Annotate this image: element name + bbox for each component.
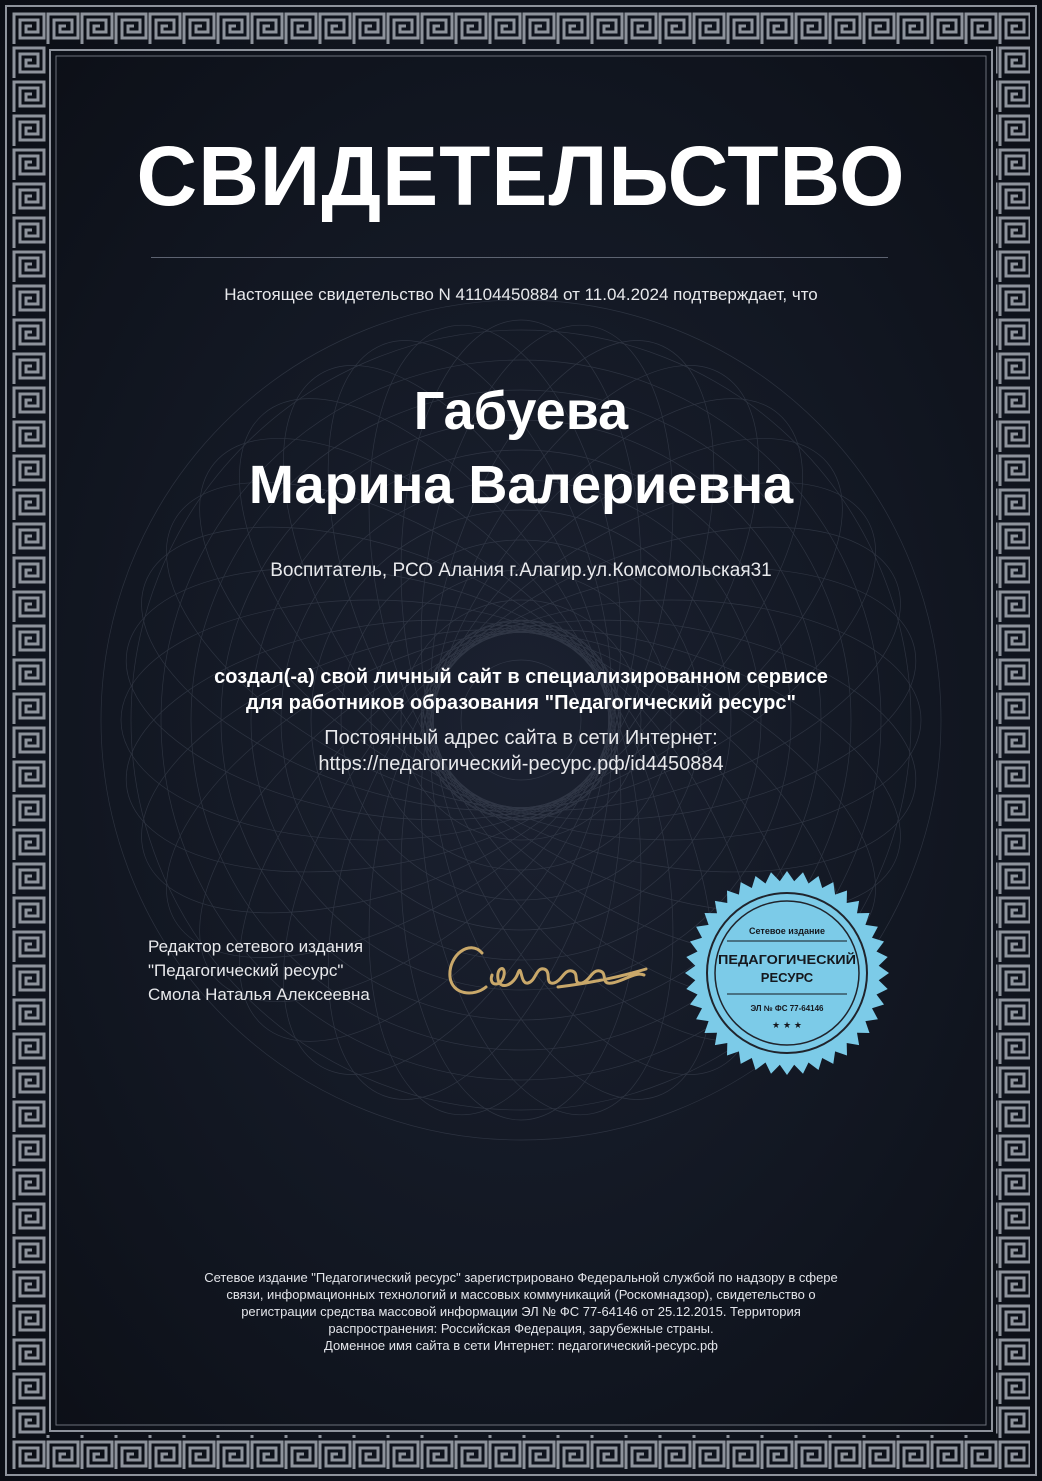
seal-top-text: Сетевое издание	[749, 926, 825, 936]
recipient-given-names: Марина Валериевна	[248, 455, 794, 515]
recipient-surname: Габуева	[413, 381, 629, 441]
certificate-title: СВИДЕТЕЛЬСТВО	[136, 129, 906, 223]
publication-seal	[682, 868, 892, 1078]
seal-stars: ★ ★ ★	[772, 1021, 802, 1031]
legal-line-4: распространения: Российская Федерация, зарубежные страны.	[328, 1321, 714, 1336]
editor-block	[148, 935, 370, 1007]
legal-line-1: Сетевое издание "Педагогический ресурс" зарегистрировано Федеральной службой по надзору в сфере	[204, 1270, 838, 1285]
legal-line-3: регистрации средства массовой информации ЭЛ № ФС 77-64146 от 25.12.2015. Территория	[241, 1304, 801, 1319]
legal-notice	[140, 1269, 902, 1354]
recipient-position: Воспитатель, РСО Алания г.Алагир.ул.Комсомольская31	[270, 560, 772, 581]
title-divider	[151, 257, 888, 258]
editor-line-1: Редактор сетевого издания	[148, 937, 364, 956]
editor-signature	[440, 925, 655, 1015]
editor-line-3: Смола Наталья Алексеевна	[148, 985, 370, 1004]
seal-name-line-1: ПЕДАГОГИЧЕСКИЙ	[718, 952, 856, 967]
site-address-url: https://педагогический-ресурс.рф/id4450884	[318, 753, 724, 775]
achievement-line-1: создал(-а) свой личный сайт в специализированном сервисе	[214, 666, 828, 688]
seal-registration: ЭЛ № ФС 77-64146	[750, 1004, 824, 1013]
seal-name-line-2: РЕСУРС	[760, 970, 814, 985]
legal-line-2: связи, информационных технологий и массовых коммуникаций (Роскомнадзор), свидетельство о	[226, 1287, 816, 1302]
legal-line-5: Доменное имя сайта в сети Интернет: педагогический-ресурс.рф	[324, 1338, 718, 1353]
certificate-intro: Настоящее свидетельство N 41104450884 от 11.04.2024 подтверждает, что	[224, 285, 818, 304]
editor-line-2: "Педагогический ресурс"	[148, 961, 344, 980]
site-address-label: Постоянный адрес сайта в сети Интернет:	[324, 727, 718, 749]
achievement-line-2: для работников образования "Педагогический ресурс"	[246, 692, 796, 714]
